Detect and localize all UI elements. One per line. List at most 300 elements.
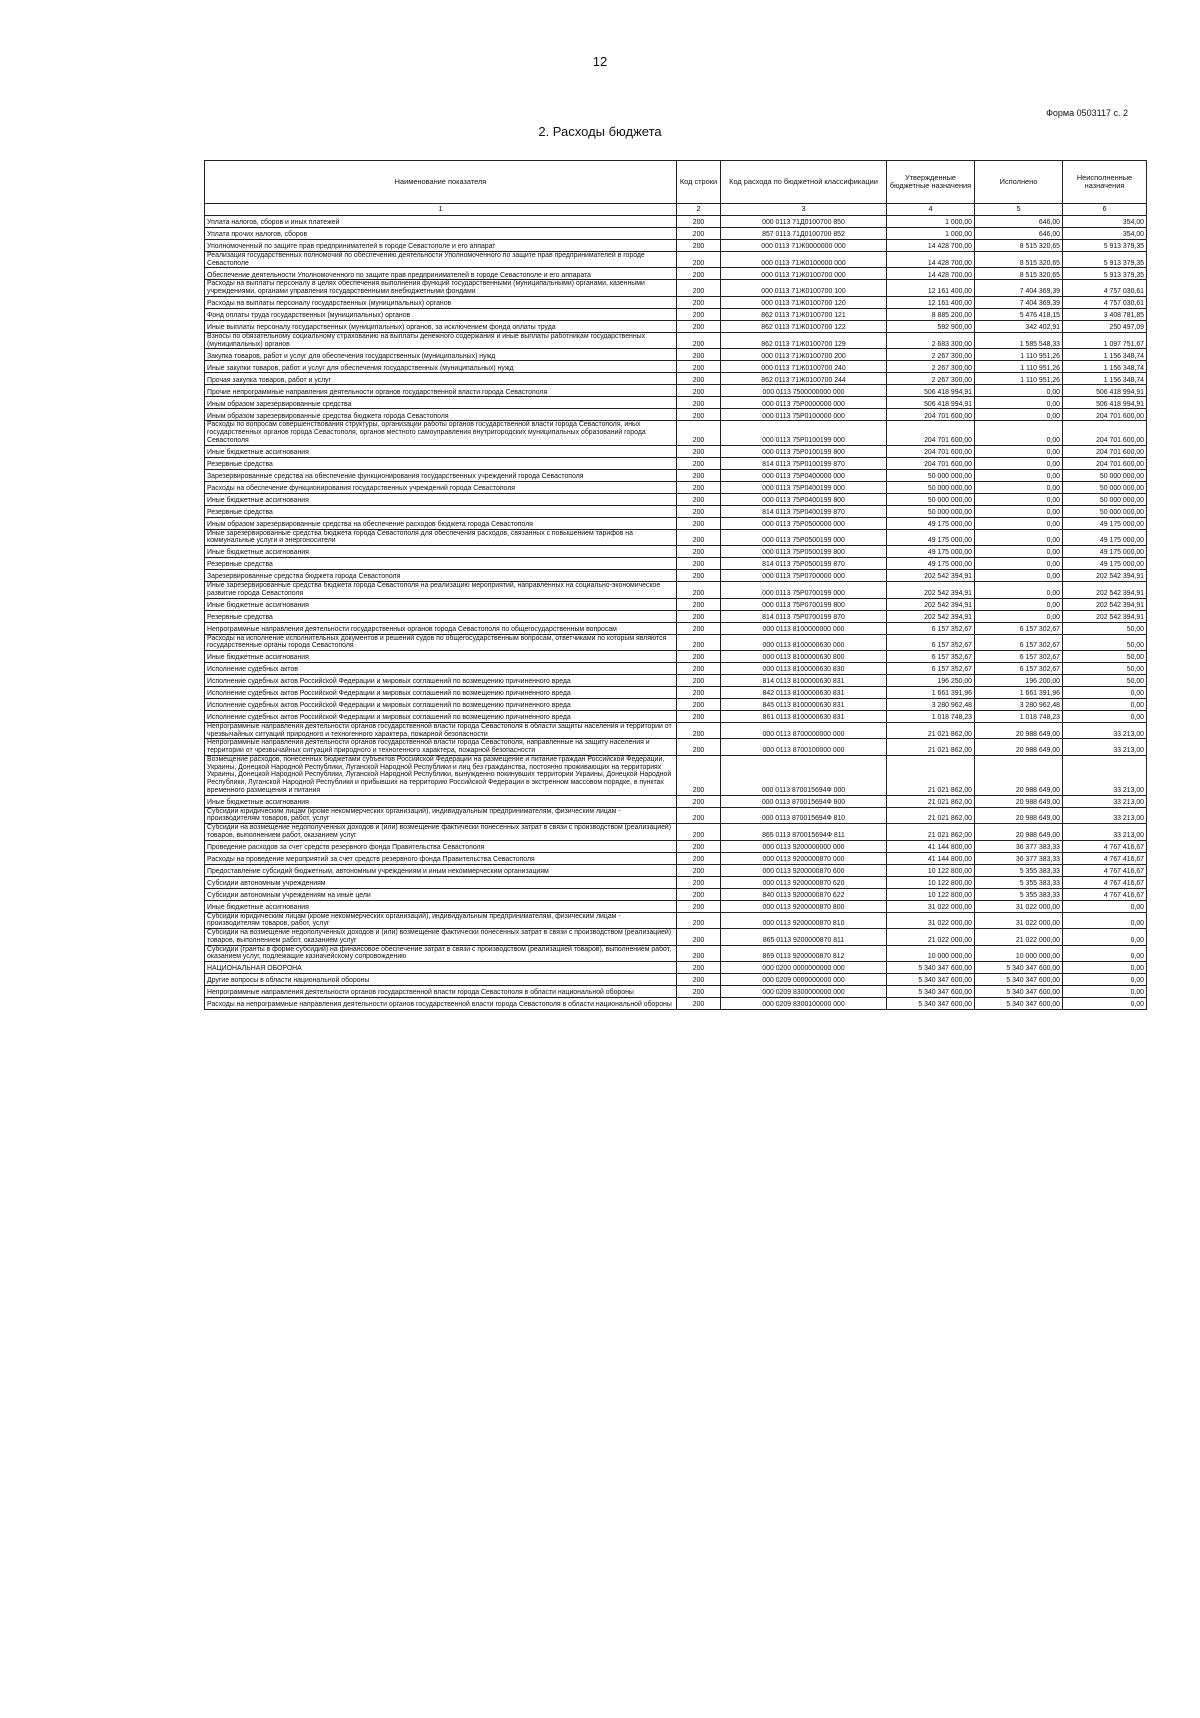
- row-unexecuted-amount: 202 542 394,91: [1063, 570, 1147, 582]
- row-unexecuted-amount: 202 542 394,91: [1063, 598, 1147, 610]
- row-line-code: 200: [677, 824, 721, 840]
- row-indicator-name: Иные бюджетные ассигнования: [205, 651, 677, 663]
- row-classification-code: 000 0113 75Р0400199 800: [721, 493, 887, 505]
- table-row: [205, 280, 1147, 296]
- row-indicator-name: Иные зарезервированные средства бюджета города Севастополя на реализацию мероприятий, направленных на социально-экономическое развитие города Севастополя: [205, 582, 677, 598]
- row-approved-amount: 506 418 994,91: [887, 385, 975, 397]
- table-row: [205, 622, 1147, 634]
- row-executed-amount: 6 157 302,67: [975, 651, 1063, 663]
- row-line-code: 200: [677, 373, 721, 385]
- row-approved-amount: 204 701 600,00: [887, 457, 975, 469]
- table-row: [205, 864, 1147, 876]
- row-approved-amount: 506 418 994,91: [887, 397, 975, 409]
- row-line-code: 200: [677, 912, 721, 928]
- row-classification-code: 000 0113 75Р0500199 800: [721, 546, 887, 558]
- row-executed-amount: 0,00: [975, 517, 1063, 529]
- row-line-code: 200: [677, 864, 721, 876]
- row-unexecuted-amount: 0,00: [1063, 973, 1147, 985]
- row-executed-amount: 5 340 347 600,00: [975, 997, 1063, 1009]
- row-executed-amount: 0,00: [975, 582, 1063, 598]
- row-classification-code: 000 0113 9200000870 600: [721, 864, 887, 876]
- row-approved-amount: 21 021 862,00: [887, 807, 975, 823]
- row-approved-amount: 14 428 700,00: [887, 240, 975, 252]
- row-unexecuted-amount: 250 497,09: [1063, 320, 1147, 332]
- row-indicator-name: Уплата налогов, сборов и иных платежей: [205, 216, 677, 228]
- row-approved-amount: 3 280 962,48: [887, 699, 975, 711]
- row-indicator-name: Иные бюджетные ассигнования: [205, 546, 677, 558]
- row-executed-amount: 8 515 320,65: [975, 268, 1063, 280]
- row-indicator-name: Проведение расходов за счет средств резервного фонда Правительства Севастополя: [205, 840, 677, 852]
- table-row: [205, 888, 1147, 900]
- row-approved-amount: 31 022 000,00: [887, 912, 975, 928]
- row-unexecuted-amount: 49 175 000,00: [1063, 517, 1147, 529]
- row-approved-amount: 21 021 862,00: [887, 755, 975, 795]
- row-unexecuted-amount: 50,00: [1063, 663, 1147, 675]
- row-line-code: 200: [677, 332, 721, 348]
- row-classification-code: 000 0113 9200000870 800: [721, 900, 887, 912]
- row-line-code: 200: [677, 349, 721, 361]
- section-title: 2. Расходы бюджета: [538, 124, 662, 139]
- row-line-code: 200: [677, 421, 721, 445]
- table-row: [205, 582, 1147, 598]
- row-line-code: 200: [677, 795, 721, 807]
- row-indicator-name: Иные выплаты персоналу государственных (муниципальных) органов, за исключением фонда оплаты труда: [205, 320, 677, 332]
- row-unexecuted-amount: 50,00: [1063, 622, 1147, 634]
- row-approved-amount: 10 122 800,00: [887, 876, 975, 888]
- table-row: [205, 409, 1147, 421]
- table-row: [205, 711, 1147, 723]
- row-line-code: 200: [677, 634, 721, 650]
- row-indicator-name: Непрограммные направления деятельности государственных органов города Севастополя по общегосударственным вопросам: [205, 622, 677, 634]
- row-approved-amount: 5 340 347 600,00: [887, 961, 975, 973]
- table-row: [205, 985, 1147, 997]
- row-unexecuted-amount: 0,00: [1063, 961, 1147, 973]
- row-approved-amount: 204 701 600,00: [887, 421, 975, 445]
- row-unexecuted-amount: 50 000 000,00: [1063, 493, 1147, 505]
- row-executed-amount: 5 340 347 600,00: [975, 973, 1063, 985]
- row-approved-amount: 10 122 800,00: [887, 888, 975, 900]
- row-line-code: 200: [677, 228, 721, 240]
- column-number: 6: [1063, 204, 1147, 216]
- table-row: [205, 332, 1147, 348]
- row-approved-amount: 21 021 862,00: [887, 824, 975, 840]
- table-row: [205, 240, 1147, 252]
- table-row: [205, 529, 1147, 545]
- row-classification-code: 000 0113 71Ж0100000 000: [721, 252, 887, 268]
- row-approved-amount: 204 701 600,00: [887, 409, 975, 421]
- row-unexecuted-amount: 0,00: [1063, 929, 1147, 945]
- row-indicator-name: Возмещение расходов, понесенных бюджетами субъектов Российской Федерации на размещение и питание граждан Российской Федерации, Украины, Донецкой Народной Республики, Луганской Народной Республики и лиц без гражданства, постоянно проживающих на территориях Украины, Донецкой Народной Республики, Луганской Народной Республики, вынужденно покинувших территории Украины, Донецкой Народной Республики, Луганской Народной Республики и прибывших на территорию Российской Федерации в экстренном массовом порядке, в пунктах временного размещения и питания: [205, 755, 677, 795]
- row-unexecuted-amount: 4 757 030,61: [1063, 296, 1147, 308]
- row-line-code: 200: [677, 457, 721, 469]
- row-approved-amount: 202 542 394,91: [887, 582, 975, 598]
- row-line-code: 200: [677, 268, 721, 280]
- row-executed-amount: 0,00: [975, 529, 1063, 545]
- row-executed-amount: 5 340 347 600,00: [975, 985, 1063, 997]
- row-line-code: 200: [677, 651, 721, 663]
- table-row: [205, 807, 1147, 823]
- row-classification-code: 000 0209 8300000000 000: [721, 985, 887, 997]
- row-indicator-name: Расходы на исполнение исполнительных документов и решений судов по общегосударственным вопросам, ответчиками по которым являются государственные органы города Севастополя: [205, 634, 677, 650]
- table-row: [205, 610, 1147, 622]
- row-classification-code: 000 0113 8100000630 000: [721, 634, 887, 650]
- row-approved-amount: 49 175 000,00: [887, 558, 975, 570]
- row-line-code: 200: [677, 755, 721, 795]
- row-classification-code: 000 0113 8100000630 800: [721, 651, 887, 663]
- column-number: 1: [205, 204, 677, 216]
- row-line-code: 200: [677, 397, 721, 409]
- row-line-code: 200: [677, 807, 721, 823]
- table-row: [205, 481, 1147, 493]
- row-classification-code: 000 0113 71Ж0100700 100: [721, 280, 887, 296]
- table-row: [205, 739, 1147, 755]
- row-executed-amount: 1 018 748,23: [975, 711, 1063, 723]
- budget-expenses-table: [204, 160, 1147, 1010]
- row-executed-amount: 1 585 548,33: [975, 332, 1063, 348]
- row-executed-amount: 31 022 000,00: [975, 900, 1063, 912]
- row-executed-amount: 0,00: [975, 546, 1063, 558]
- row-unexecuted-amount: 49 175 000,00: [1063, 546, 1147, 558]
- row-approved-amount: 12 161 400,00: [887, 296, 975, 308]
- row-line-code: 200: [677, 598, 721, 610]
- row-unexecuted-amount: 0,00: [1063, 687, 1147, 699]
- table-row: [205, 663, 1147, 675]
- row-classification-code: 840 0113 9200000870 622: [721, 888, 887, 900]
- row-indicator-name: Иные бюджетные ассигнования: [205, 493, 677, 505]
- header-line-code: Код строки: [677, 161, 721, 204]
- row-unexecuted-amount: 354,00: [1063, 216, 1147, 228]
- row-line-code: 200: [677, 723, 721, 739]
- row-unexecuted-amount: 354,00: [1063, 228, 1147, 240]
- table-row: [205, 755, 1147, 795]
- table-row: [205, 945, 1147, 961]
- row-executed-amount: 21 022 000,00: [975, 929, 1063, 945]
- row-unexecuted-amount: 3 408 781,85: [1063, 308, 1147, 320]
- row-approved-amount: 41 144 800,00: [887, 840, 975, 852]
- table-row: [205, 973, 1147, 985]
- row-indicator-name: Расходы по вопросам совершенствования структуры, организации работы органов государственной власти города Севастополя, иных государственных органов города Севастополя, органов местного самоуправления внутригородских муниципальных образований города Севастополя: [205, 421, 677, 445]
- row-executed-amount: 6 157 302,67: [975, 634, 1063, 650]
- table-row: [205, 361, 1147, 373]
- row-line-code: 200: [677, 280, 721, 296]
- row-approved-amount: 5 340 347 600,00: [887, 973, 975, 985]
- row-line-code: 200: [677, 687, 721, 699]
- row-approved-amount: 10 122 800,00: [887, 864, 975, 876]
- row-line-code: 200: [677, 985, 721, 997]
- row-executed-amount: 36 377 383,33: [975, 852, 1063, 864]
- row-line-code: 200: [677, 308, 721, 320]
- row-unexecuted-amount: 0,00: [1063, 900, 1147, 912]
- header-classification-code: Код расхода по бюджетной классификации: [721, 161, 887, 204]
- row-unexecuted-amount: 506 418 994,91: [1063, 397, 1147, 409]
- row-indicator-name: Резервные средства: [205, 505, 677, 517]
- row-unexecuted-amount: 4 767 416,67: [1063, 876, 1147, 888]
- row-indicator-name: Прочая закупка товаров, работ и услуг: [205, 373, 677, 385]
- row-classification-code: 000 0113 7500000000 000: [721, 385, 887, 397]
- row-indicator-name: Иные закупки товаров, работ и услуг для обеспечения государственных (муниципальных) нужд: [205, 361, 677, 373]
- row-unexecuted-amount: 1 156 348,74: [1063, 361, 1147, 373]
- row-indicator-name: Взносы по обязательному социальному страхованию на выплаты денежного содержания и иные выплаты работникам государственных (муниципальных) органов: [205, 332, 677, 348]
- table-row: [205, 308, 1147, 320]
- row-unexecuted-amount: 0,00: [1063, 912, 1147, 928]
- row-line-code: 200: [677, 505, 721, 517]
- table-row: [205, 252, 1147, 268]
- row-line-code: 200: [677, 296, 721, 308]
- row-unexecuted-amount: 204 701 600,00: [1063, 445, 1147, 457]
- row-line-code: 200: [677, 320, 721, 332]
- row-indicator-name: Субсидии на возмещение недополученных доходов и (или) возмещение фактически понесенных затрат в связи с производством (реализацией) товаров, выполнением работ, оказанием услуг: [205, 929, 677, 945]
- row-indicator-name: Резервные средства: [205, 610, 677, 622]
- row-executed-amount: 0,00: [975, 421, 1063, 445]
- table-row: [205, 385, 1147, 397]
- row-unexecuted-amount: 50 000 000,00: [1063, 469, 1147, 481]
- row-approved-amount: 21 022 000,00: [887, 929, 975, 945]
- row-executed-amount: 5 355 383,33: [975, 864, 1063, 876]
- row-indicator-name: Непрограммные направления деятельности органов государственной власти города Севастополя, направленные на защиту населения и территории от чрезвычайных ситуаций природного и техногенного характера, пожарной безопасности: [205, 739, 677, 755]
- row-unexecuted-amount: 4 767 416,67: [1063, 888, 1147, 900]
- table-row: [205, 675, 1147, 687]
- row-indicator-name: Непрограммные направления деятельности органов государственной власти города Севастополя в области национальной обороны: [205, 985, 677, 997]
- row-approved-amount: 2 267 300,00: [887, 349, 975, 361]
- row-classification-code: 000 0113 8100000630 830: [721, 663, 887, 675]
- row-classification-code: 814 0113 75Р0400199 870: [721, 505, 887, 517]
- row-line-code: 200: [677, 582, 721, 598]
- row-approved-amount: 1 000,00: [887, 228, 975, 240]
- table-row: [205, 268, 1147, 280]
- row-indicator-name: Другие вопросы в области национальной обороны: [205, 973, 677, 985]
- page-number: 12: [592, 54, 608, 69]
- row-executed-amount: 0,00: [975, 481, 1063, 493]
- row-line-code: 200: [677, 876, 721, 888]
- row-classification-code: 814 0113 8100000630 831: [721, 675, 887, 687]
- row-line-code: 200: [677, 852, 721, 864]
- row-indicator-name: Непрограммные направления деятельности органов государственной власти города Севастополя в области защиты населения и территории от чрезвычайных ситуаций природного и техногенного характера, пожарной безопасности: [205, 723, 677, 739]
- row-indicator-name: Субсидии на возмещение недополученных доходов и (или) возмещение фактически понесенных затрат в связи с производством (реализацией) товаров, выполнением работ, оказанием услуг: [205, 824, 677, 840]
- row-approved-amount: 8 885 200,00: [887, 308, 975, 320]
- row-indicator-name: Резервные средства: [205, 558, 677, 570]
- row-indicator-name: Зарезервированные средства на обеспечение функционирования государственных учреждений города Севастополя: [205, 469, 677, 481]
- row-approved-amount: 202 542 394,91: [887, 598, 975, 610]
- table-row: [205, 997, 1147, 1009]
- row-classification-code: 857 0113 71Д0100700 852: [721, 228, 887, 240]
- row-unexecuted-amount: 204 701 600,00: [1063, 421, 1147, 445]
- row-executed-amount: 6 157 302,67: [975, 622, 1063, 634]
- row-executed-amount: 20 988 649,00: [975, 795, 1063, 807]
- table-row: [205, 570, 1147, 582]
- row-approved-amount: 6 157 352,67: [887, 622, 975, 634]
- column-number: 5: [975, 204, 1063, 216]
- table-column-numbers-row: [205, 204, 1147, 216]
- row-indicator-name: Субсидии юридическим лицам (кроме некоммерческих организаций), индивидуальным предпринимателям, физическим лицам - производителям товаров, работ, услуг: [205, 807, 677, 823]
- row-indicator-name: Иные бюджетные ассигнования: [205, 598, 677, 610]
- row-approved-amount: 2 683 300,00: [887, 332, 975, 348]
- row-unexecuted-amount: 49 175 000,00: [1063, 529, 1147, 545]
- row-line-code: 200: [677, 840, 721, 852]
- row-executed-amount: 3 280 962,48: [975, 699, 1063, 711]
- row-classification-code: 000 0113 71Ж0100700 200: [721, 349, 887, 361]
- row-unexecuted-amount: 33 213,00: [1063, 807, 1147, 823]
- table-row: [205, 397, 1147, 409]
- row-classification-code: 000 0113 9200000870 810: [721, 912, 887, 928]
- row-classification-code: 869 0113 9200000870 812: [721, 945, 887, 961]
- row-classification-code: 000 0113 71Ж0100700 000: [721, 268, 887, 280]
- row-unexecuted-amount: 4 767 416,67: [1063, 864, 1147, 876]
- row-line-code: 200: [677, 945, 721, 961]
- row-indicator-name: Расходы на выплаты персоналу в целях обеспечения выполнения функций государственными (муниципальными) органами, казенными учреждениями, органами управления государственными внебюджетными фондами: [205, 280, 677, 296]
- header-indicator-name: Наименование показателя: [205, 161, 677, 204]
- row-executed-amount: 0,00: [975, 493, 1063, 505]
- row-classification-code: 000 0209 0000000000 000: [721, 973, 887, 985]
- table-row: [205, 840, 1147, 852]
- row-line-code: 200: [677, 961, 721, 973]
- row-line-code: 200: [677, 610, 721, 622]
- row-classification-code: 000 0113 75Р0500199 000: [721, 529, 887, 545]
- table-row: [205, 228, 1147, 240]
- row-executed-amount: 20 988 649,00: [975, 824, 1063, 840]
- table-row: [205, 216, 1147, 228]
- row-indicator-name: Субсидии (гранты в форме субсидий) на финансовое обеспечение затрат в связи с производством (реализацией товаров), выполнением работ, оказанием услуг, подлежащие казначейскому сопровождению: [205, 945, 677, 961]
- table-row: [205, 558, 1147, 570]
- table-row: [205, 469, 1147, 481]
- row-classification-code: 000 0113 71Д0100700 850: [721, 216, 887, 228]
- table-body: [205, 216, 1147, 1010]
- row-executed-amount: 1 110 951,26: [975, 361, 1063, 373]
- row-unexecuted-amount: 50,00: [1063, 651, 1147, 663]
- row-line-code: 200: [677, 973, 721, 985]
- row-unexecuted-amount: 0,00: [1063, 985, 1147, 997]
- table-row: [205, 493, 1147, 505]
- row-approved-amount: 12 161 400,00: [887, 280, 975, 296]
- row-classification-code: 000 0113 8100000000 000: [721, 622, 887, 634]
- table-row: [205, 852, 1147, 864]
- row-executed-amount: 7 404 369,39: [975, 296, 1063, 308]
- row-line-code: 200: [677, 997, 721, 1009]
- row-approved-amount: 2 267 300,00: [887, 373, 975, 385]
- form-code: Форма 0503117 с. 2: [1046, 108, 1128, 118]
- table-row: [205, 699, 1147, 711]
- row-executed-amount: 646,00: [975, 228, 1063, 240]
- row-indicator-name: Зарезервированные средства бюджета города Севастополя: [205, 570, 677, 582]
- row-indicator-name: Расходы на обеспечение функционирования государственных учреждений города Севастополя: [205, 481, 677, 493]
- row-classification-code: 000 0113 71Ж0100700 240: [721, 361, 887, 373]
- row-approved-amount: 5 340 347 600,00: [887, 985, 975, 997]
- row-executed-amount: 1 661 391,96: [975, 687, 1063, 699]
- row-unexecuted-amount: 506 418 994,91: [1063, 385, 1147, 397]
- row-indicator-name: Исполнение судебных актов Российской Федерации и мировых соглашений по возмещению причиненного вреда: [205, 687, 677, 699]
- header-executed: Исполнено: [975, 161, 1063, 204]
- row-line-code: 200: [677, 558, 721, 570]
- row-indicator-name: Исполнение судебных актов Российской Федерации и мировых соглашений по возмещению причиненного вреда: [205, 675, 677, 687]
- row-classification-code: 000 0113 870015694Ф 810: [721, 807, 887, 823]
- row-line-code: 200: [677, 711, 721, 723]
- row-line-code: 200: [677, 699, 721, 711]
- row-classification-code: 000 0113 71Ж0000000 000: [721, 240, 887, 252]
- row-indicator-name: Реализация государственных полномочий по обеспечению деятельности Уполномоченного по защите прав предпринимателей в городе Севастополе: [205, 252, 677, 268]
- row-unexecuted-amount: 49 175 000,00: [1063, 558, 1147, 570]
- row-indicator-name: Исполнение судебных актов: [205, 663, 677, 675]
- row-unexecuted-amount: 5 913 379,35: [1063, 252, 1147, 268]
- row-executed-amount: 0,00: [975, 558, 1063, 570]
- row-line-code: 200: [677, 469, 721, 481]
- row-executed-amount: 8 515 320,65: [975, 240, 1063, 252]
- row-classification-code: 814 0113 75Р0700199 870: [721, 610, 887, 622]
- row-classification-code: 862 0113 71Ж0100700 121: [721, 308, 887, 320]
- row-unexecuted-amount: 33 213,00: [1063, 824, 1147, 840]
- row-classification-code: 862 0113 71Ж0100700 122: [721, 320, 887, 332]
- table-row: [205, 961, 1147, 973]
- row-approved-amount: 6 157 352,67: [887, 634, 975, 650]
- row-classification-code: 000 0209 8300100000 000: [721, 997, 887, 1009]
- row-executed-amount: 5 476 418,15: [975, 308, 1063, 320]
- row-approved-amount: 31 022 000,00: [887, 900, 975, 912]
- row-classification-code: 865 0113 9200000870 811: [721, 929, 887, 945]
- row-executed-amount: 0,00: [975, 385, 1063, 397]
- row-unexecuted-amount: 1 156 348,74: [1063, 373, 1147, 385]
- table-row: [205, 876, 1147, 888]
- row-classification-code: 862 0113 71Ж0100700 129: [721, 332, 887, 348]
- row-indicator-name: Расходы на проведение мероприятий за счет средств резервного фонда Правительства Севастополя: [205, 852, 677, 864]
- row-approved-amount: 50 000 000,00: [887, 469, 975, 481]
- row-unexecuted-amount: 50 000 000,00: [1063, 481, 1147, 493]
- row-unexecuted-amount: 33 213,00: [1063, 723, 1147, 739]
- table-row: [205, 445, 1147, 457]
- table-row: [205, 929, 1147, 945]
- table-row: [205, 457, 1147, 469]
- row-unexecuted-amount: 1 156 348,74: [1063, 349, 1147, 361]
- row-unexecuted-amount: 1 097 751,67: [1063, 332, 1147, 348]
- row-executed-amount: 342 402,91: [975, 320, 1063, 332]
- row-executed-amount: 0,00: [975, 610, 1063, 622]
- row-line-code: 200: [677, 900, 721, 912]
- row-indicator-name: Исполнение судебных актов Российской Федерации и мировых соглашений по возмещению причиненного вреда: [205, 711, 677, 723]
- table-row: [205, 723, 1147, 739]
- row-classification-code: 000 0113 75Р0100199 800: [721, 445, 887, 457]
- table-row: [205, 912, 1147, 928]
- row-unexecuted-amount: 33 213,00: [1063, 795, 1147, 807]
- table-row: [205, 687, 1147, 699]
- row-indicator-name: Расходы на выплаты персоналу государственных (муниципальных) органов: [205, 296, 677, 308]
- table-row: [205, 373, 1147, 385]
- row-classification-code: 000 0113 9200000870 620: [721, 876, 887, 888]
- table-row: [205, 795, 1147, 807]
- row-unexecuted-amount: 4 767 416,67: [1063, 852, 1147, 864]
- row-classification-code: 000 0113 75Р0500000 000: [721, 517, 887, 529]
- row-approved-amount: 1 000,00: [887, 216, 975, 228]
- row-executed-amount: 0,00: [975, 457, 1063, 469]
- row-executed-amount: 5 340 347 600,00: [975, 961, 1063, 973]
- row-line-code: 200: [677, 517, 721, 529]
- row-approved-amount: 5 340 347 600,00: [887, 997, 975, 1009]
- row-executed-amount: 0,00: [975, 469, 1063, 481]
- row-indicator-name: Фонд оплаты труда государственных (муниципальных) органов: [205, 308, 677, 320]
- row-indicator-name: Закупка товаров, работ и услуг для обеспечения государственных (муниципальных) нужд: [205, 349, 677, 361]
- row-indicator-name: Уплата прочих налогов, сборов: [205, 228, 677, 240]
- table-row: [205, 320, 1147, 332]
- table-row: [205, 517, 1147, 529]
- table-row: [205, 900, 1147, 912]
- row-line-code: 200: [677, 529, 721, 545]
- budget-expenses-table-container: [204, 160, 1146, 1010]
- row-line-code: 200: [677, 240, 721, 252]
- row-indicator-name: Предоставление субсидий бюджетным, автономным учреждениям и иным некоммерческим организациям: [205, 864, 677, 876]
- row-approved-amount: 1 661 391,96: [887, 687, 975, 699]
- row-approved-amount: 204 701 600,00: [887, 445, 975, 457]
- row-indicator-name: Иным образом зарезервированные средства: [205, 397, 677, 409]
- row-unexecuted-amount: 50 000 000,00: [1063, 505, 1147, 517]
- row-unexecuted-amount: 5 913 379,35: [1063, 240, 1147, 252]
- row-approved-amount: 41 144 800,00: [887, 852, 975, 864]
- row-approved-amount: 14 428 700,00: [887, 268, 975, 280]
